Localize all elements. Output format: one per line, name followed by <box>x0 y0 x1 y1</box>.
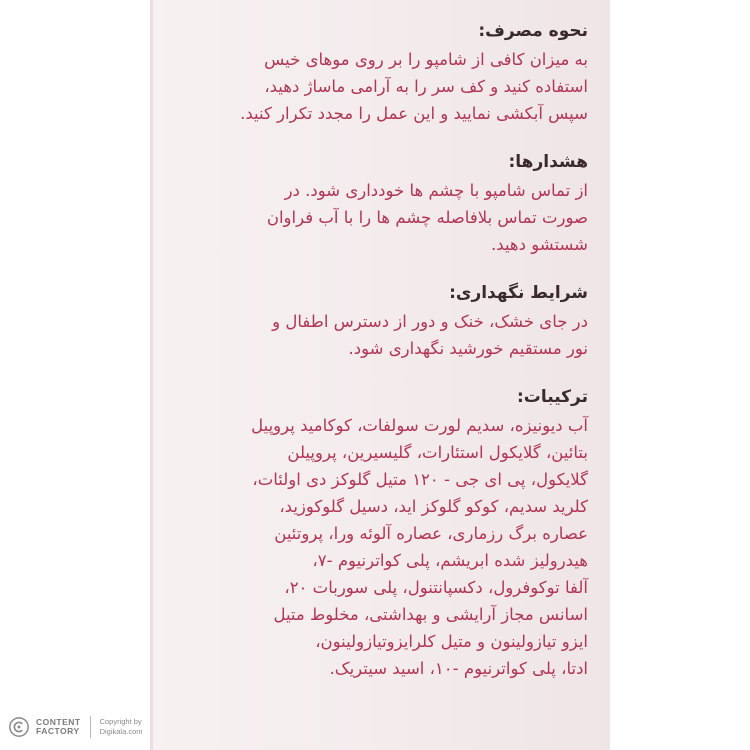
brand-line: FACTORY <box>36 726 80 736</box>
usage-heading: نحوه مصرف: <box>478 21 588 41</box>
text-line: سپس آبکشی نمایید و این عمل را مجدد تکرار کنید. <box>240 104 588 123</box>
content-factory-logo-icon <box>8 716 30 738</box>
warnings-section <box>170 149 588 258</box>
text-line: از تماس شامپو با چشم ها خودداری شود. در <box>284 181 588 200</box>
text-line: آب دیونیزه، سدیم لورت سولفات، کوکامید پروپیل <box>251 416 588 435</box>
text-line: کلرید سدیم، کوکو گلوکز اید، دسیل گلوکوزید، <box>279 497 588 516</box>
panel-edge <box>150 0 153 750</box>
storage-heading: شرایط نگهداری: <box>449 283 588 303</box>
ingredients-section <box>170 384 588 682</box>
text-line: اسانس مجاز آرایشی و بهداشتی، مخلوط متیل <box>273 605 588 624</box>
usage-section <box>170 18 588 127</box>
usage-text <box>170 46 588 127</box>
ingredients-heading: ترکیبات: <box>517 387 588 407</box>
ingredients-text <box>170 412 588 682</box>
watermark <box>8 714 143 740</box>
text-line: ادتا، پلی کواترنیوم -۱۰، اسید سیتریک. <box>329 659 588 678</box>
watermark-copyright <box>100 717 143 737</box>
text-line: شستشو دهید. <box>491 235 588 254</box>
text-line: گلایکول، پی ای جی - ۱۲۰ متیل گلوکز دی اولئات، <box>252 470 588 489</box>
text-line: در جای خشک، خنک و دور از دسترس اطفال و <box>272 312 588 331</box>
text-line: عصاره برگ رزماری، عصاره آلوئه ورا، پروتئین <box>274 524 588 543</box>
text-line: به میزان کافی از شامپو را بر روی موهای خیس <box>264 50 588 69</box>
text-line: استفاده کنید و کف سر را به آرامی ماساژ دهید، <box>264 77 588 96</box>
watermark-brand <box>36 718 81 736</box>
text-line: صورت تماس بلافاصله چشم ها را با آب فراوان <box>266 208 588 227</box>
text-line: بتائین، گلایکول استئارات، گلیسیرین، پروپیلن <box>287 443 588 462</box>
warnings-heading: هشدارها: <box>508 152 588 172</box>
storage-text <box>170 308 588 362</box>
text-line: ایزو تیازولینون و متیل کلرایزوتیازولینون، <box>315 632 588 651</box>
copyright-line: Copyright by <box>99 717 142 726</box>
storage-section <box>170 280 588 362</box>
text-line: آلفا توکوفرول، دکسپانتنول، پلی سوربات ۲۰، <box>284 578 588 597</box>
copyright-line: Digikala.com <box>99 727 143 736</box>
text-line: هیدرولیز شده ابریشم، پلی کواترنیوم -۷، <box>312 551 588 570</box>
label-text-block <box>170 18 588 704</box>
warnings-text <box>170 177 588 258</box>
text-line: نور مستقیم خورشید نگهداری شود. <box>348 339 588 358</box>
brand-line: CONTENT <box>36 717 81 727</box>
watermark-divider <box>90 716 91 738</box>
